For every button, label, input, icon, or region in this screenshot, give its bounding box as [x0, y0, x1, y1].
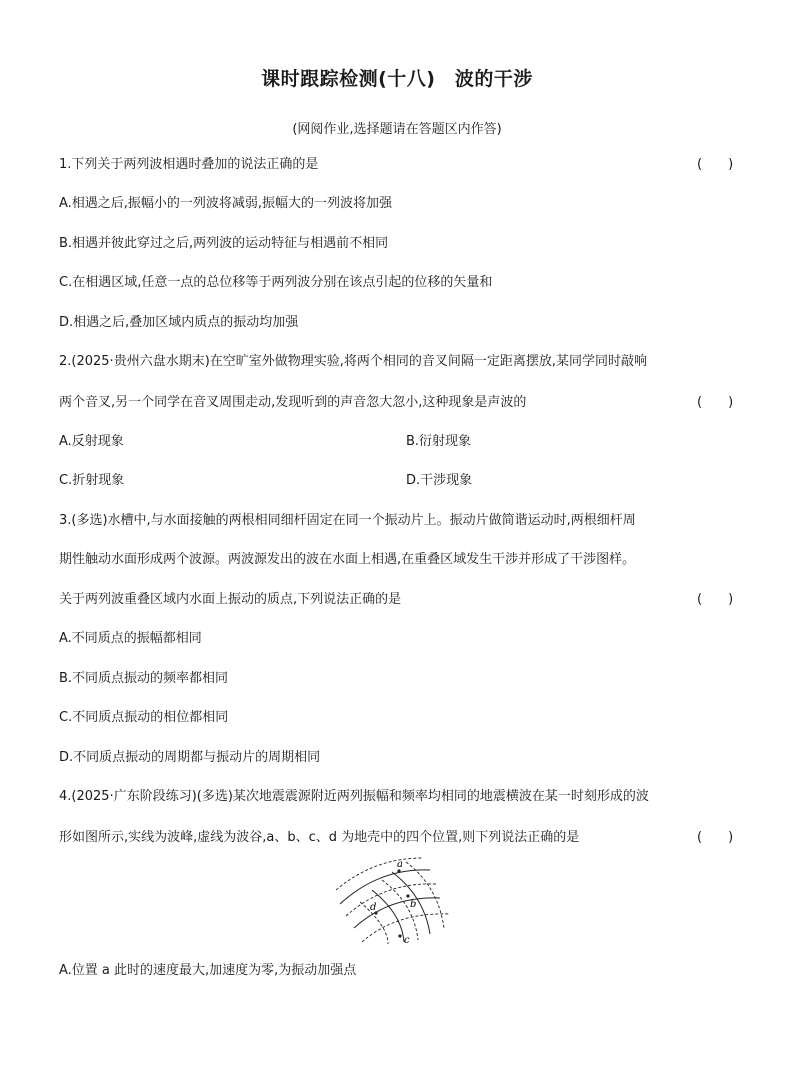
- trough-line-5: [382, 880, 418, 940]
- q4-stem-line1: 4.(2025·广东阶段练习)(多选)某次地震震源附近两列振幅和频率均相同的地震横波在某一时刻形成的波: [59, 789, 649, 804]
- label-a: a: [397, 859, 403, 870]
- label-d: d: [370, 902, 377, 913]
- q2-option-a: A.反射现象: [59, 434, 124, 449]
- q3-stem-line3: 关于两列波重叠区域内水面上振动的质点,下列说法正确的是: [59, 592, 402, 607]
- q1-option-c: C.在相遇区域,任意一点的总位移等于两列波分别在该点引起的位移的矢量和: [59, 275, 493, 290]
- q1-option-b: B.相遇并彼此穿过之后,两列波的运动特征与相遇前不相同: [59, 236, 389, 251]
- q4-stem-line2: 形如图所示,实线为波峰,虚线为波谷,a、b、c、d 为地壳中的四个位置,则下列说法正确的是: [59, 830, 580, 845]
- q3-option-c: C.不同质点振动的相位都相同: [59, 710, 229, 725]
- q4-option-a: A.位置 a 此时的速度最大,加速度为零,为振动加强点: [59, 963, 357, 978]
- page-subtitle: (网阅作业,选择题请在答题区内作答): [292, 122, 502, 137]
- q2-answer-paren: ( ): [697, 395, 734, 410]
- q2-option-b: B.衍射现象: [406, 434, 472, 449]
- q1-stem: 1.下列关于两列波相遇时叠加的说法正确的是: [59, 157, 319, 172]
- crest-line-2: [354, 898, 440, 928]
- q3-option-d: D.不同质点振动的周期都与振动片的周期相同: [59, 750, 321, 765]
- q2-option-d: D.干涉现象: [406, 473, 473, 488]
- crest-line-4: [372, 890, 404, 942]
- q3-stem-line2: 期性触动水面形成两个波源。两波源发出的波在水面上相遇,在重叠区域发生干涉并形成了干涉图样。: [59, 552, 636, 567]
- q4-answer-paren: ( ): [697, 830, 734, 845]
- q2-option-c: C.折射现象: [59, 473, 125, 488]
- point-b: [406, 894, 409, 897]
- trough-line-4: [406, 862, 444, 928]
- wave-interference-figure: [334, 856, 460, 946]
- label-b: b: [410, 899, 417, 910]
- q1-answer-paren: ( ): [697, 157, 734, 172]
- q3-option-a: A.不同质点的振幅都相同: [59, 631, 202, 646]
- q2-stem-line1: 2.(2025·贵州六盘水期末)在空旷室外做物理实验,将两个相同的音叉间隔一定距离摆放,某同学同时敲响: [59, 354, 648, 369]
- wave-interference-diagram: [334, 856, 460, 946]
- q3-option-b: B.不同质点振动的频率都相同: [59, 671, 229, 686]
- page-title: 课时跟踪检测(十八) 波的干涉: [261, 68, 533, 90]
- q1-option-a: A.相遇之后,振幅小的一列波将减弱,振幅大的一列波将加强: [59, 196, 393, 211]
- q2-stem-line2: 两个音叉,另一个同学在音叉周围走动,发现听到的声音忽大忽小,这种现象是声波的: [59, 395, 527, 410]
- q3-answer-paren: ( ): [697, 592, 734, 607]
- point-c: [398, 934, 401, 937]
- q3-stem-line1: 3.(多选)水槽中,与水面接触的两根相同细杆固定在同一个振动片上。振动片做简谐运动时,两根细杆周: [59, 513, 636, 528]
- label-c: c: [404, 935, 410, 946]
- q1-option-d: D.相遇之后,叠加区域内质点的振动均加强: [59, 315, 299, 330]
